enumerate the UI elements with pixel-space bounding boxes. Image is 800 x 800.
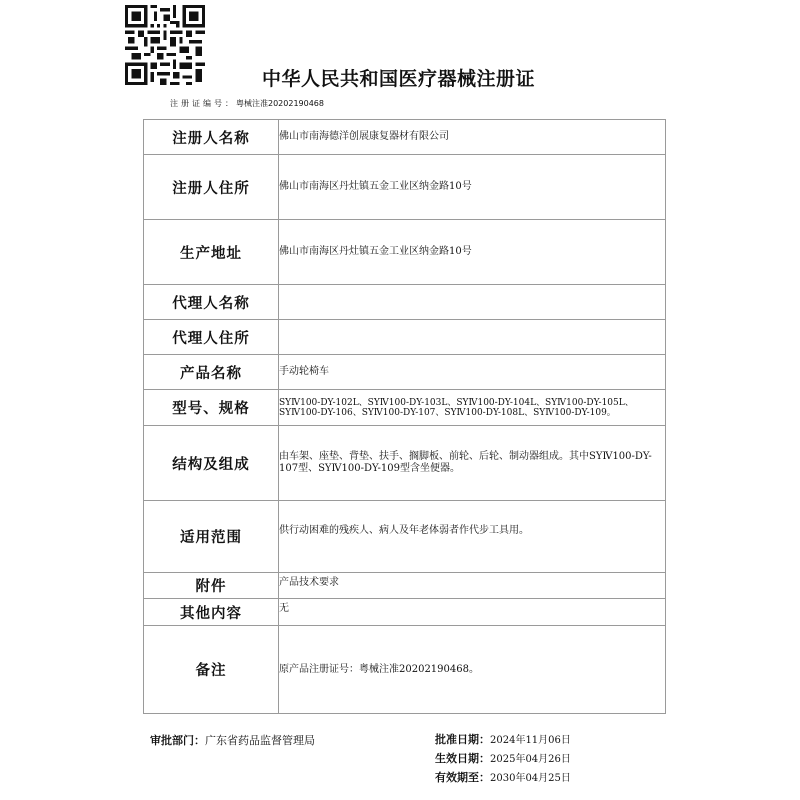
certificate-number-value: 粤械注准20202190468 — [236, 99, 324, 108]
date-block — [435, 731, 571, 788]
row-value-model-spec: SYⅣ100-DY-102L、SYⅣ100-DY-103L、SYⅣ100-DY-104L、SYⅣ100-DY-105L、SYⅣ100-DY-106、SYⅣ100-DY-107、SYⅣ100-DY-108L、SYⅣ100-DY-109。 — [279, 390, 666, 426]
table-row — [144, 155, 666, 220]
table-row — [144, 120, 666, 155]
row-label-model-spec: 型号、规格 — [144, 390, 279, 426]
approval-date — [435, 731, 571, 750]
expiry-date — [435, 769, 571, 788]
table-row — [144, 390, 666, 426]
certificate-number — [170, 98, 324, 109]
row-value-registrant-address: 佛山市南海区丹灶镇五金工业区纳金路10号 — [279, 155, 666, 220]
effective-date-value: 2025年04月26日 — [490, 754, 571, 765]
approval-date-label: 批准日期： — [435, 733, 490, 746]
row-value-agent-name — [279, 285, 666, 320]
row-value-agent-address — [279, 320, 666, 355]
row-value-remarks: 原产品注册证号：粤械注准20202190468。 — [279, 626, 666, 714]
table-row — [144, 573, 666, 599]
row-value-scope: 供行动困难的残疾人、病人及年老体弱者作代步工具用。 — [279, 501, 666, 573]
row-label-scope: 适用范围 — [144, 501, 279, 573]
row-value-other: 无 — [279, 599, 666, 626]
row-label-agent-address: 代理人住所 — [144, 320, 279, 355]
row-label-structure: 结构及组成 — [144, 426, 279, 501]
table-row — [144, 501, 666, 573]
row-label-attachment: 附件 — [144, 573, 279, 599]
approval-authority-label: 审批部门： — [150, 734, 205, 747]
table-row — [144, 220, 666, 285]
approval-authority-value: 广东省药品监督管理局 — [205, 734, 315, 747]
row-value-production-address: 佛山市南海区丹灶镇五金工业区纳金路10号 — [279, 220, 666, 285]
document-title: 中华人民共和国医疗器械注册证 — [262, 68, 536, 90]
effective-date-label: 生效日期： — [435, 752, 490, 765]
row-label-production-address: 生产地址 — [144, 220, 279, 285]
approval-date-value: 2024年11月06日 — [490, 735, 571, 746]
expiry-date-value: 2030年04月25日 — [490, 773, 571, 784]
row-value-registrant-name: 佛山市南海德洋创展康复器材有限公司 — [279, 120, 666, 155]
table-row — [144, 626, 666, 714]
row-label-other: 其他内容 — [144, 599, 279, 626]
approval-authority — [150, 732, 315, 748]
table-row — [144, 320, 666, 355]
table-row — [144, 426, 666, 501]
row-label-registrant-address: 注册人住所 — [144, 155, 279, 220]
row-label-agent-name: 代理人名称 — [144, 285, 279, 320]
registration-table — [143, 119, 666, 714]
row-value-attachment: 产品技术要求 — [279, 573, 666, 599]
qr-code-icon — [124, 5, 206, 85]
row-value-structure: 由车架、座垫、背垫、扶手、搁脚板、前轮、后轮、制动器组成。其中SYⅣ100-DY-107型、SYⅣ100-DY-109型含坐便器。 — [279, 426, 666, 501]
row-label-remarks: 备注 — [144, 626, 279, 714]
row-label-registrant-name: 注册人名称 — [144, 120, 279, 155]
expiry-date-label: 有效期至： — [435, 771, 490, 784]
row-label-product-name: 产品名称 — [144, 355, 279, 390]
effective-date — [435, 750, 571, 769]
certificate-number-label: 注册证编号： — [170, 99, 236, 108]
table-row — [144, 285, 666, 320]
table-row — [144, 599, 666, 626]
row-value-product-name: 手动轮椅车 — [279, 355, 666, 390]
table-row — [144, 355, 666, 390]
